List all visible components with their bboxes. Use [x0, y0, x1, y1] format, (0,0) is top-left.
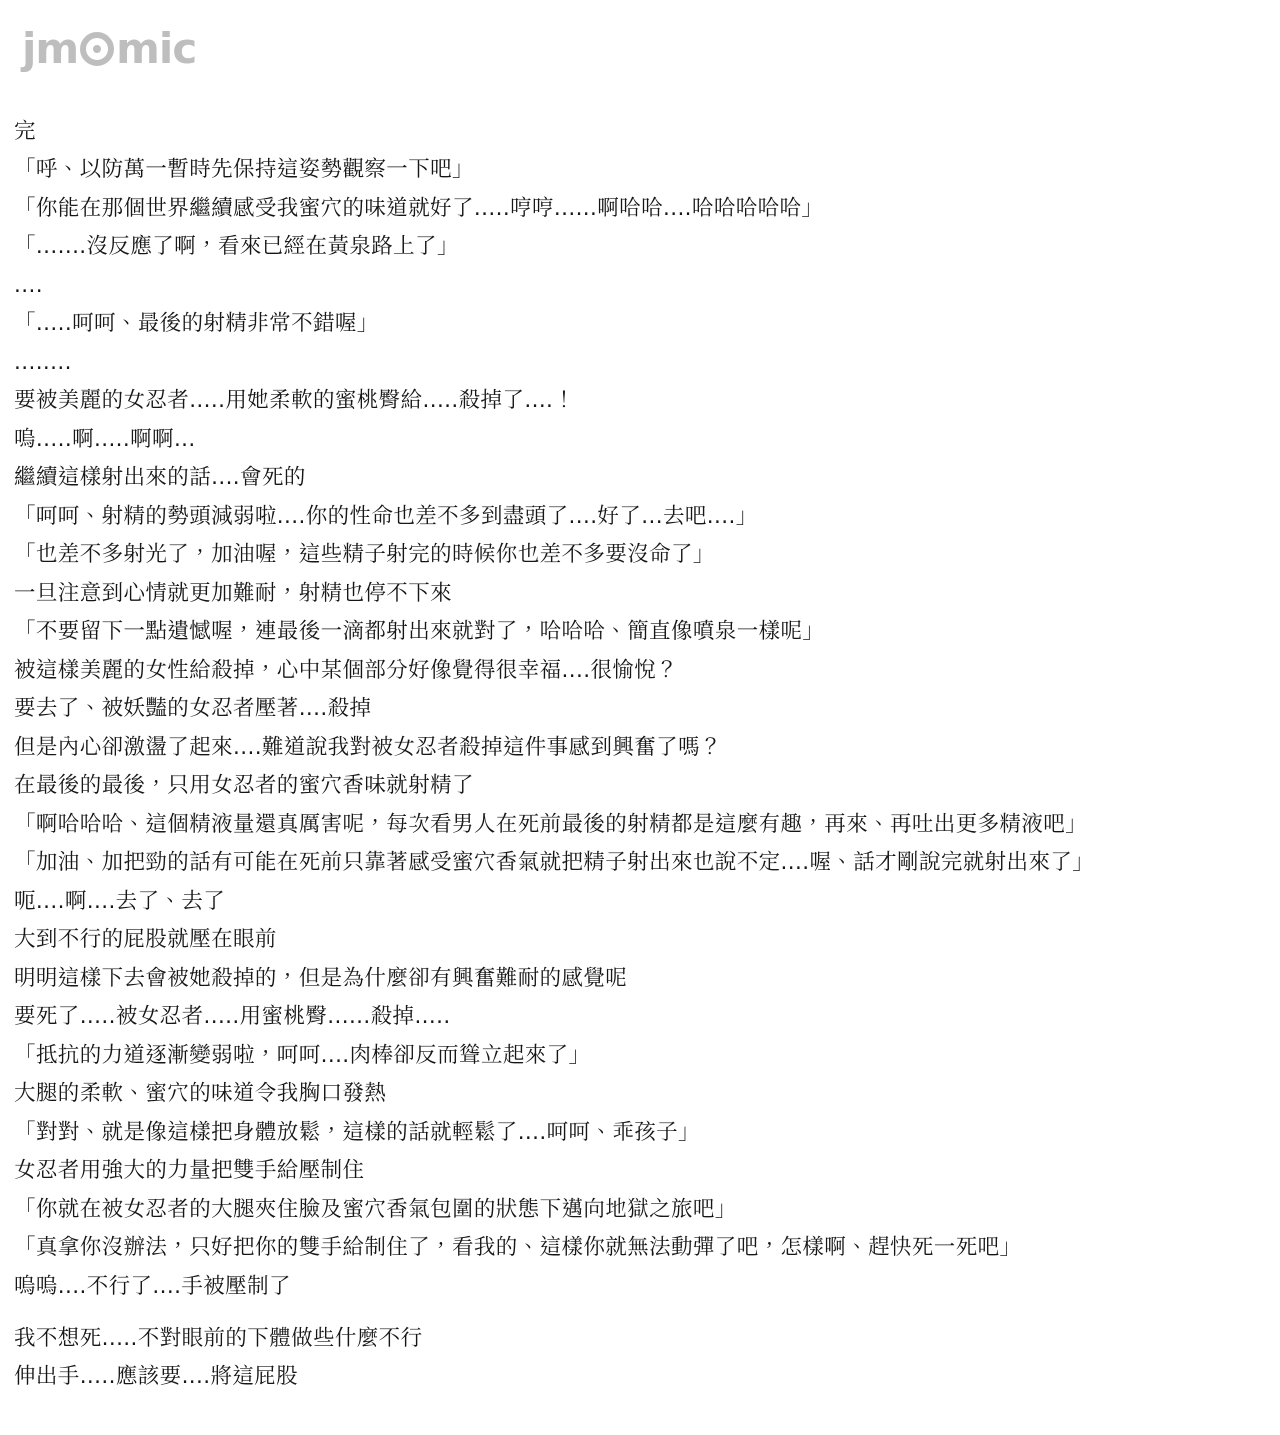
text-line: 在最後的最後，只用女忍者的蜜穴香味就射精了	[14, 773, 474, 798]
watermark-brand-prefix: jm	[22, 24, 79, 73]
text-line: 要被美麗的女忍者.....用她柔軟的蜜桃臀給.....殺掉了....！	[14, 388, 576, 413]
watermark-brand-suffix: mic	[116, 24, 197, 73]
text-line: 一旦注意到心情就更加難耐，射精也停不下來	[14, 580, 453, 606]
text-line: 伸出手.....應該要....將這屁股	[14, 1364, 299, 1389]
text-line: 嗚.....啊.....啊啊...	[14, 426, 196, 452]
text-line: 明明這樣下去會被她殺掉的，但是為什麼卻有興奮難耐的感覺呢	[14, 965, 628, 991]
text-line: 「不要留下一點遺憾喔，連最後一滴都射出來就對了，哈哈哈、簡直像噴泉一樣呢」	[14, 619, 825, 644]
site-watermark-logo	[22, 22, 196, 76]
document-text-body	[14, 112, 1266, 1396]
text-line: 被這樣美麗的女性給殺掉，心中某個部分好像覺得很幸福....很愉悅？	[14, 657, 679, 683]
text-line: 「也差不多射光了，加油喔，這些精子射完的時候你也差不多要沒命了」	[14, 542, 715, 567]
text-line: ....	[14, 272, 43, 298]
text-line: 呃....啊....去了、去了	[14, 888, 226, 914]
text-line: 「啊哈哈哈、這個精液量還真厲害呢，每次看男人在死前最後的射精都是這麼有趣，再來、再吐出更多精液吧」	[14, 811, 1088, 837]
text-line: ........	[14, 349, 72, 375]
text-line: 「呵呵、射精的勢頭減弱啦....你的性命也差不多到盡頭了....好了...去吧....」	[14, 503, 758, 529]
text-line: 「你能在那個世界繼續感受我蜜穴的味道就好了.....哼哼......啊哈哈....哈哈哈哈哈」	[14, 195, 824, 221]
text-line: 「你就在被女忍者的大腿夾住臉及蜜穴香氣包圍的狀態下邁向地獄之旅吧」	[14, 1196, 737, 1222]
text-line: 「對對、就是像這樣把身體放鬆，這樣的話就輕鬆了....呵呵、乖孩子」	[14, 1119, 700, 1145]
text-line: 「真拿你沒辦法，只好把你的雙手給制住了，看我的、這樣你就無法動彈了吧，怎樣啊、趕快死一死吧」	[14, 1235, 1022, 1260]
text-line: 我不想死.....不對眼前的下體做些什麼不行	[14, 1325, 423, 1351]
text-line: 「加油、加把勁的話有可能在死前只靠著感受蜜穴香氣就把精子射出來也說不定....喔、話才剛說完就射出來了」	[14, 850, 1095, 875]
text-line: 繼續這樣射出來的話....會死的	[14, 465, 306, 490]
text-line: 要死了.....被女忍者.....用蜜桃臀......殺掉.....	[14, 1004, 451, 1029]
text-line: 但是內心卻激盪了起來....難道說我對被女忍者殺掉這件事感到興奮了嗎？	[14, 734, 722, 760]
text-line: 「呼、以防萬一暫時先保持這姿勢觀察一下吧」	[14, 157, 474, 182]
text-line: 女忍者用強大的力量把雙手給壓制住	[14, 1158, 365, 1183]
circle-dot-icon	[80, 32, 114, 66]
text-line: 「抵抗的力道逐漸變弱啦，呵呵....肉棒卻反而聳立起來了」	[14, 1042, 591, 1068]
text-line: 大腿的柔軟、蜜穴的味道令我胸口發熱	[14, 1081, 387, 1106]
watermark-text	[22, 24, 197, 73]
text-line: 要去了、被妖豔的女忍者壓著....殺掉	[14, 696, 372, 721]
text-line: 「.......沒反應了啊，看來已經在黃泉路上了」	[14, 234, 459, 259]
text-line: 「.....呵呵、最後的射精非常不錯喔」	[14, 311, 379, 336]
text-line: 大到不行的屁股就壓在眼前	[14, 927, 277, 952]
text-line: 嗚嗚....不行了....手被壓制了	[14, 1273, 291, 1299]
text-line: 完	[14, 118, 36, 144]
